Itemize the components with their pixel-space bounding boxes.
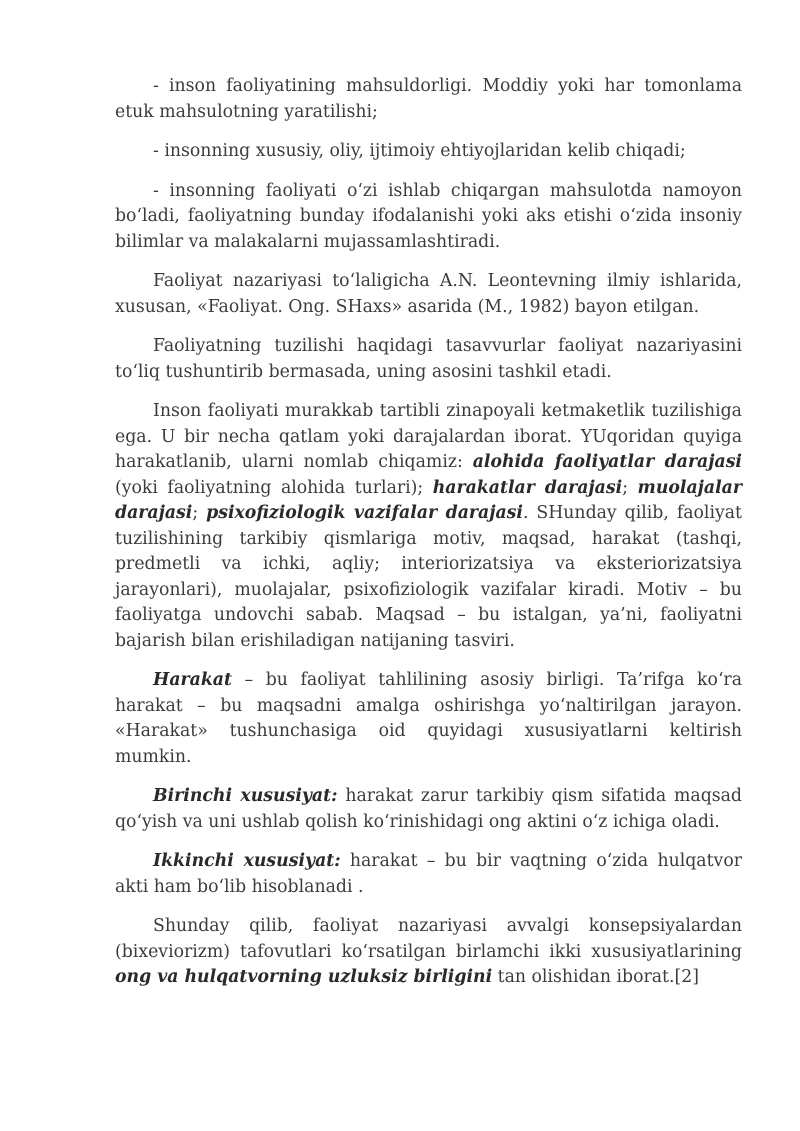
emphasis-term: Harakat	[153, 670, 232, 690]
text-segment: (yoki faoliyatning alohida turlari);	[115, 477, 433, 498]
emphasis-term: Birinchi xususiyat:	[153, 786, 338, 806]
emphasis-term: harakatlar darajasi	[432, 477, 623, 498]
text-segment: Inson faoliyati murakkab tartibli zinapoyali ketmaketlik tuzilishiga ega. U bir necha qatlam yoki darajalardan iborat. YUqoridan quyiga harakatlanib, ularni nomlab chiqamiz:	[115, 401, 742, 472]
text-segment: harakat zarur tarkibiy qism sifatida maqsad qo‘yish va uni ushlab qolish ko‘rinishidagi ong aktini o‘z ichiga oladi.	[115, 786, 742, 832]
paragraph-5	[115, 334, 742, 385]
text-segment: Faoliyatning tuzilishi haqidagi tasavvurlar faoliyat nazariyasini to‘liq tushuntirib bermasada, uning asosini tashkil etadi.	[115, 336, 742, 382]
text-segment: - insonning faoliyati o‘zi ishlab chiqargan mahsulotda namoyon bo‘ladi, faoliyatning bunday ifodalanishi yoki aks etishi o‘zida insoniy bilimlar va malakalarni mujassamlashtiradi.	[115, 180, 742, 252]
document-page	[115, 74, 742, 1005]
paragraph-2	[115, 139, 742, 165]
paragraph-7	[115, 668, 742, 770]
paragraph-6	[115, 399, 742, 654]
text-segment: - inson faoliyatining mahsuldorligi. Moddiy yoki har tomonlama etuk mahsulotning yaratilishi;	[115, 76, 742, 122]
paragraph-8	[115, 784, 742, 835]
emphasis-term: ong va hulqatvorning uzluksiz birligini	[115, 967, 493, 987]
paragraph-1	[115, 74, 742, 125]
paragraph-9	[115, 849, 742, 900]
text-segment: . SHunday qilib, faoliyat tuzilishining tarkibiy qismlariga motiv, maqsad, harakat (tashqi, predmetli va ichki, aqliy; interiorizatsiya va eksteriorizatsiya jarayonlari), muolajalar, psixofiziologik vazifalar kiradi. Motiv – bu faoliyatga undovchi sabab. Maqsad – bu istalgan, ya’ni, faoliyatni bajarish bilan erishiladigan natijaning tasviri.	[115, 503, 742, 651]
text-segment: – bu faoliyat tahlilining asosiy birligi. Ta’rifga ko‘ra harakat – bu maqsadni amalga oshirishga yo‘naltirilgan jarayon. «Harakat» tushunchasiga oid quyidagi xususiyatlarni keltirish mumkin.	[115, 670, 742, 767]
emphasis-term: psixofiziologik vazifalar darajasi	[206, 503, 523, 523]
paragraph-10	[115, 914, 742, 991]
paragraph-4	[115, 269, 742, 320]
paragraph-3	[115, 179, 742, 256]
text-segment: Faoliyat nazariyasi to‘laligicha A.N. Leontevning ilmiy ishlarida, xususan, «Faoliyat. Ong. SHaxs» asarida (M., 1982) bayon etilgan.	[115, 271, 742, 317]
emphasis-term: alohida faoliyatlar darajasi	[472, 452, 743, 472]
text-segment: harakat – bu bir vaqtning o‘zida hulqatvor akti ham bo‘lib hisoblanadi .	[115, 851, 742, 897]
text-segment: ;	[622, 477, 638, 498]
emphasis-term: muolajalar darajasi	[115, 477, 742, 523]
text-segment: Shunday qilib, faoliyat nazariyasi avvalgi konsepsiyalardan (bixeviorizm) tafovutlari ko‘rsatilgan birlamchi ikki xususiyatlarining	[115, 916, 742, 962]
text-segment: - insonning xususiy, oliy, ijtimoiy ehtiyojlaridan kelib chiqadi;	[153, 141, 686, 161]
emphasis-term: Ikkinchi xususiyat:	[153, 851, 341, 871]
text-segment: ;	[192, 503, 207, 523]
text-segment: tan olishidan iborat.[2]	[492, 967, 699, 987]
